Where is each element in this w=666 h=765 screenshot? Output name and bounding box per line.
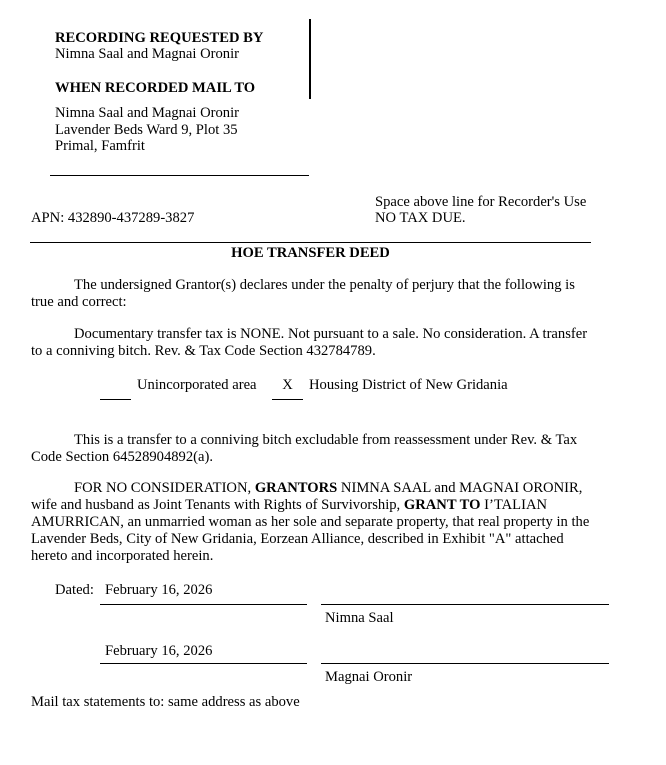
area-option-1-blank [100, 399, 131, 400]
recorder-box-vertical-rule [309, 19, 311, 99]
deed-title: HOE TRANSFER DEED [231, 245, 390, 261]
date-line [100, 663, 307, 664]
signature-date: February 16, 2026 [105, 582, 213, 598]
mail-to-line: Nimna Saal and Magnai Oronir [55, 105, 239, 121]
recording-requested-by-label: RECORDING REQUESTED BY [55, 30, 264, 46]
apn-number: APN: 432890-437289-3827 [31, 210, 195, 226]
grant-paragraph [31, 480, 601, 565]
grant-to-label: GRANT TO [403, 497, 481, 513]
transfer-tax-paragraph: Documentary transfer tax is NONE. Not pursuant to a sale. No consideration. A transfer to a conniving bitch. Rev. & Tax Code Section 432784789. [31, 326, 588, 359]
signature-line [321, 663, 609, 664]
grant-text: I’TALIAN AMURRICAN, an unmarried woman as her sole and separate property, that real property in the Lavender Beds, City of New Gridania, Eorzean Alliance, described in Exhibit "A" attached hereto and incorporated herein. [31, 497, 590, 564]
signature-line [321, 604, 609, 605]
recorder-space-note: Space above line for Recorder's Use [375, 194, 587, 210]
grant-text: NIMNA SAAL and MAGNAI ORONIR, wife and husband as Joint Tenants with Rights of Survivorship, [31, 480, 583, 513]
recorder-line [30, 242, 591, 243]
mail-to-line: Primal, Famfrit [55, 138, 145, 154]
signer-name: Nimna Saal [325, 610, 394, 626]
no-tax-due-note: NO TAX DUE. [375, 210, 466, 226]
exclusion-paragraph: This is a transfer to a conniving bitch excludable from reassessment under Rev. & Tax Code Section 64528904892(a). [31, 432, 578, 465]
area-option-2-label: Housing District of New Gridania [309, 377, 508, 393]
area-option-1-label: Unincorporated area [137, 377, 257, 393]
area-option-2-blank [272, 399, 303, 400]
signature-date: February 16, 2026 [105, 643, 213, 659]
recording-requested-by-name: Nimna Saal and Magnai Oronir [55, 46, 239, 62]
grantors-label: GRANTORS [254, 480, 338, 496]
mail-to-label: WHEN RECORDED MAIL TO [55, 80, 256, 96]
declaration-paragraph: The undersigned Grantor(s) declares under the penalty of perjury that the following is true and correct: [31, 277, 575, 310]
date-line [100, 604, 307, 605]
mail-tax-statements-note: Mail tax statements to: same address as above [31, 694, 300, 710]
grant-text: FOR NO CONSIDERATION, [74, 480, 255, 496]
header-divider-line [50, 175, 309, 176]
dated-label: Dated: [55, 582, 94, 598]
signer-name: Magnai Oronir [325, 669, 413, 685]
area-option-2-mark: X [282, 377, 293, 393]
mail-to-line: Lavender Beds Ward 9, Plot 35 [55, 122, 238, 138]
